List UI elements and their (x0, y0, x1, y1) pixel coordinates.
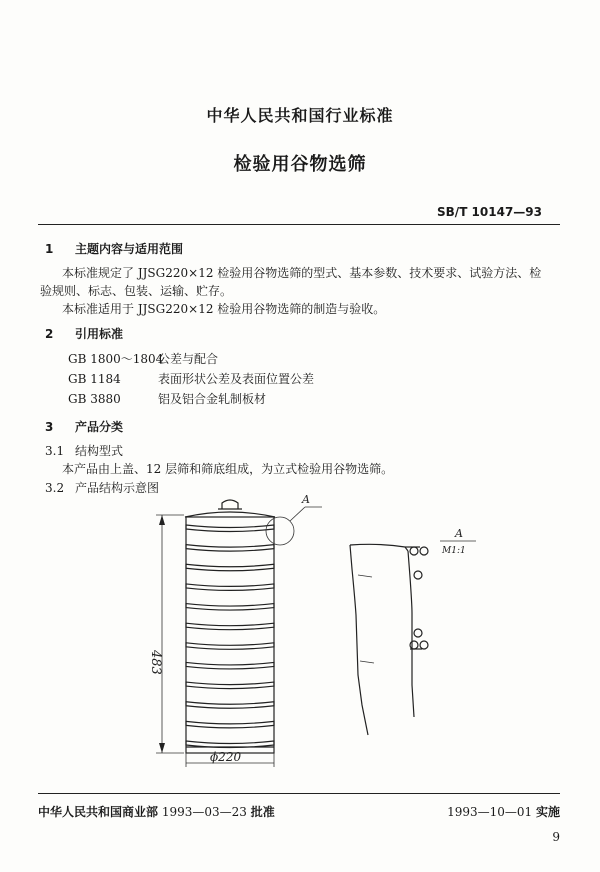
footer-rule (38, 793, 560, 794)
section-title: 产品分类 (75, 420, 124, 434)
reference-name: 铝及铝合金轧制板材 (158, 392, 267, 406)
reference-name: 表面形状公差及表面位置公差 (158, 372, 315, 386)
subsection-title: 结构型式 (75, 444, 124, 458)
section-2-heading (45, 325, 123, 342)
subsection-3-1-heading (45, 442, 123, 460)
paragraph: 本标准规定了 JJSG220×12 检验用谷物选筛的型式、基本参数、技术要求、试验方法、检 (62, 266, 542, 280)
detail-callout-label: A (302, 493, 310, 506)
paragraph: 验规则、标志、包装、运输、贮存。 (40, 284, 233, 298)
height-dimension-label: 483 (148, 650, 163, 675)
section-title: 引用标准 (75, 327, 124, 341)
sieve-ring (186, 662, 274, 669)
section-number: 2 (45, 327, 54, 341)
sieve-stack (185, 500, 275, 753)
paragraph: 本标准适用于 JJSG220×12 检验用谷物选筛的制造与验收。 (62, 302, 386, 316)
footer-approval (38, 803, 275, 820)
reference-item (68, 370, 314, 388)
page-number: 9 (552, 830, 560, 844)
sieve-ring (186, 525, 274, 532)
footer-effective (447, 803, 560, 820)
sieve-ring (186, 545, 274, 552)
section-number: 3 (45, 420, 54, 434)
sieve-ring (186, 604, 274, 611)
reference-code: GB 1184 (68, 372, 121, 386)
footer-authority: 中华人民共和国商业部 (38, 805, 159, 819)
section-1-heading (45, 240, 183, 257)
sieve-ring (186, 721, 274, 728)
document-title: 检验用谷物选筛 (233, 154, 367, 175)
footer-effective-label: 实施 (535, 805, 560, 819)
reference-name: 公差与配合 (158, 352, 219, 366)
footer-effective-date: 1993—10—01 (447, 805, 533, 819)
standard-type: 中华人民共和国行业标准 (206, 106, 394, 125)
detail-label: A (455, 527, 463, 540)
sieve-structure-figure (140, 485, 580, 775)
sieve-ring (186, 564, 274, 571)
sieve-ring (186, 643, 274, 650)
paragraph: 本产品由上盖、12 层筛和筛底组成，为立式检验用谷物选筛。 (62, 462, 394, 476)
reference-code: GB 3880 (68, 392, 121, 406)
subsection-number: 3.1 (45, 444, 65, 458)
header-rule (38, 224, 560, 225)
detail-a-view (350, 527, 476, 735)
height-dimension (148, 515, 184, 753)
section-title: 主题内容与适用范围 (75, 242, 184, 256)
reference-code: GB 1800～1804 (68, 352, 164, 366)
footer-approve-label: 批准 (250, 805, 275, 819)
section-3-heading (45, 418, 123, 435)
diameter-dimension-label: ϕ220 (210, 750, 242, 764)
footer-approve-date: 1993—03—23 (161, 805, 247, 819)
reference-item (68, 350, 218, 368)
standard-code: SB/T 10147—93 (437, 205, 542, 219)
reference-item (68, 390, 266, 408)
sieve-ring (186, 702, 274, 709)
detail-scale-label: M1:1 (442, 546, 466, 556)
sieve-ring (186, 584, 274, 591)
sieve-ring (186, 682, 274, 689)
subsection-number: 3.2 (45, 481, 65, 495)
subsection-title: 产品结构示意图 (75, 481, 160, 495)
sieve-ring (186, 623, 274, 630)
section-number: 1 (45, 242, 54, 256)
